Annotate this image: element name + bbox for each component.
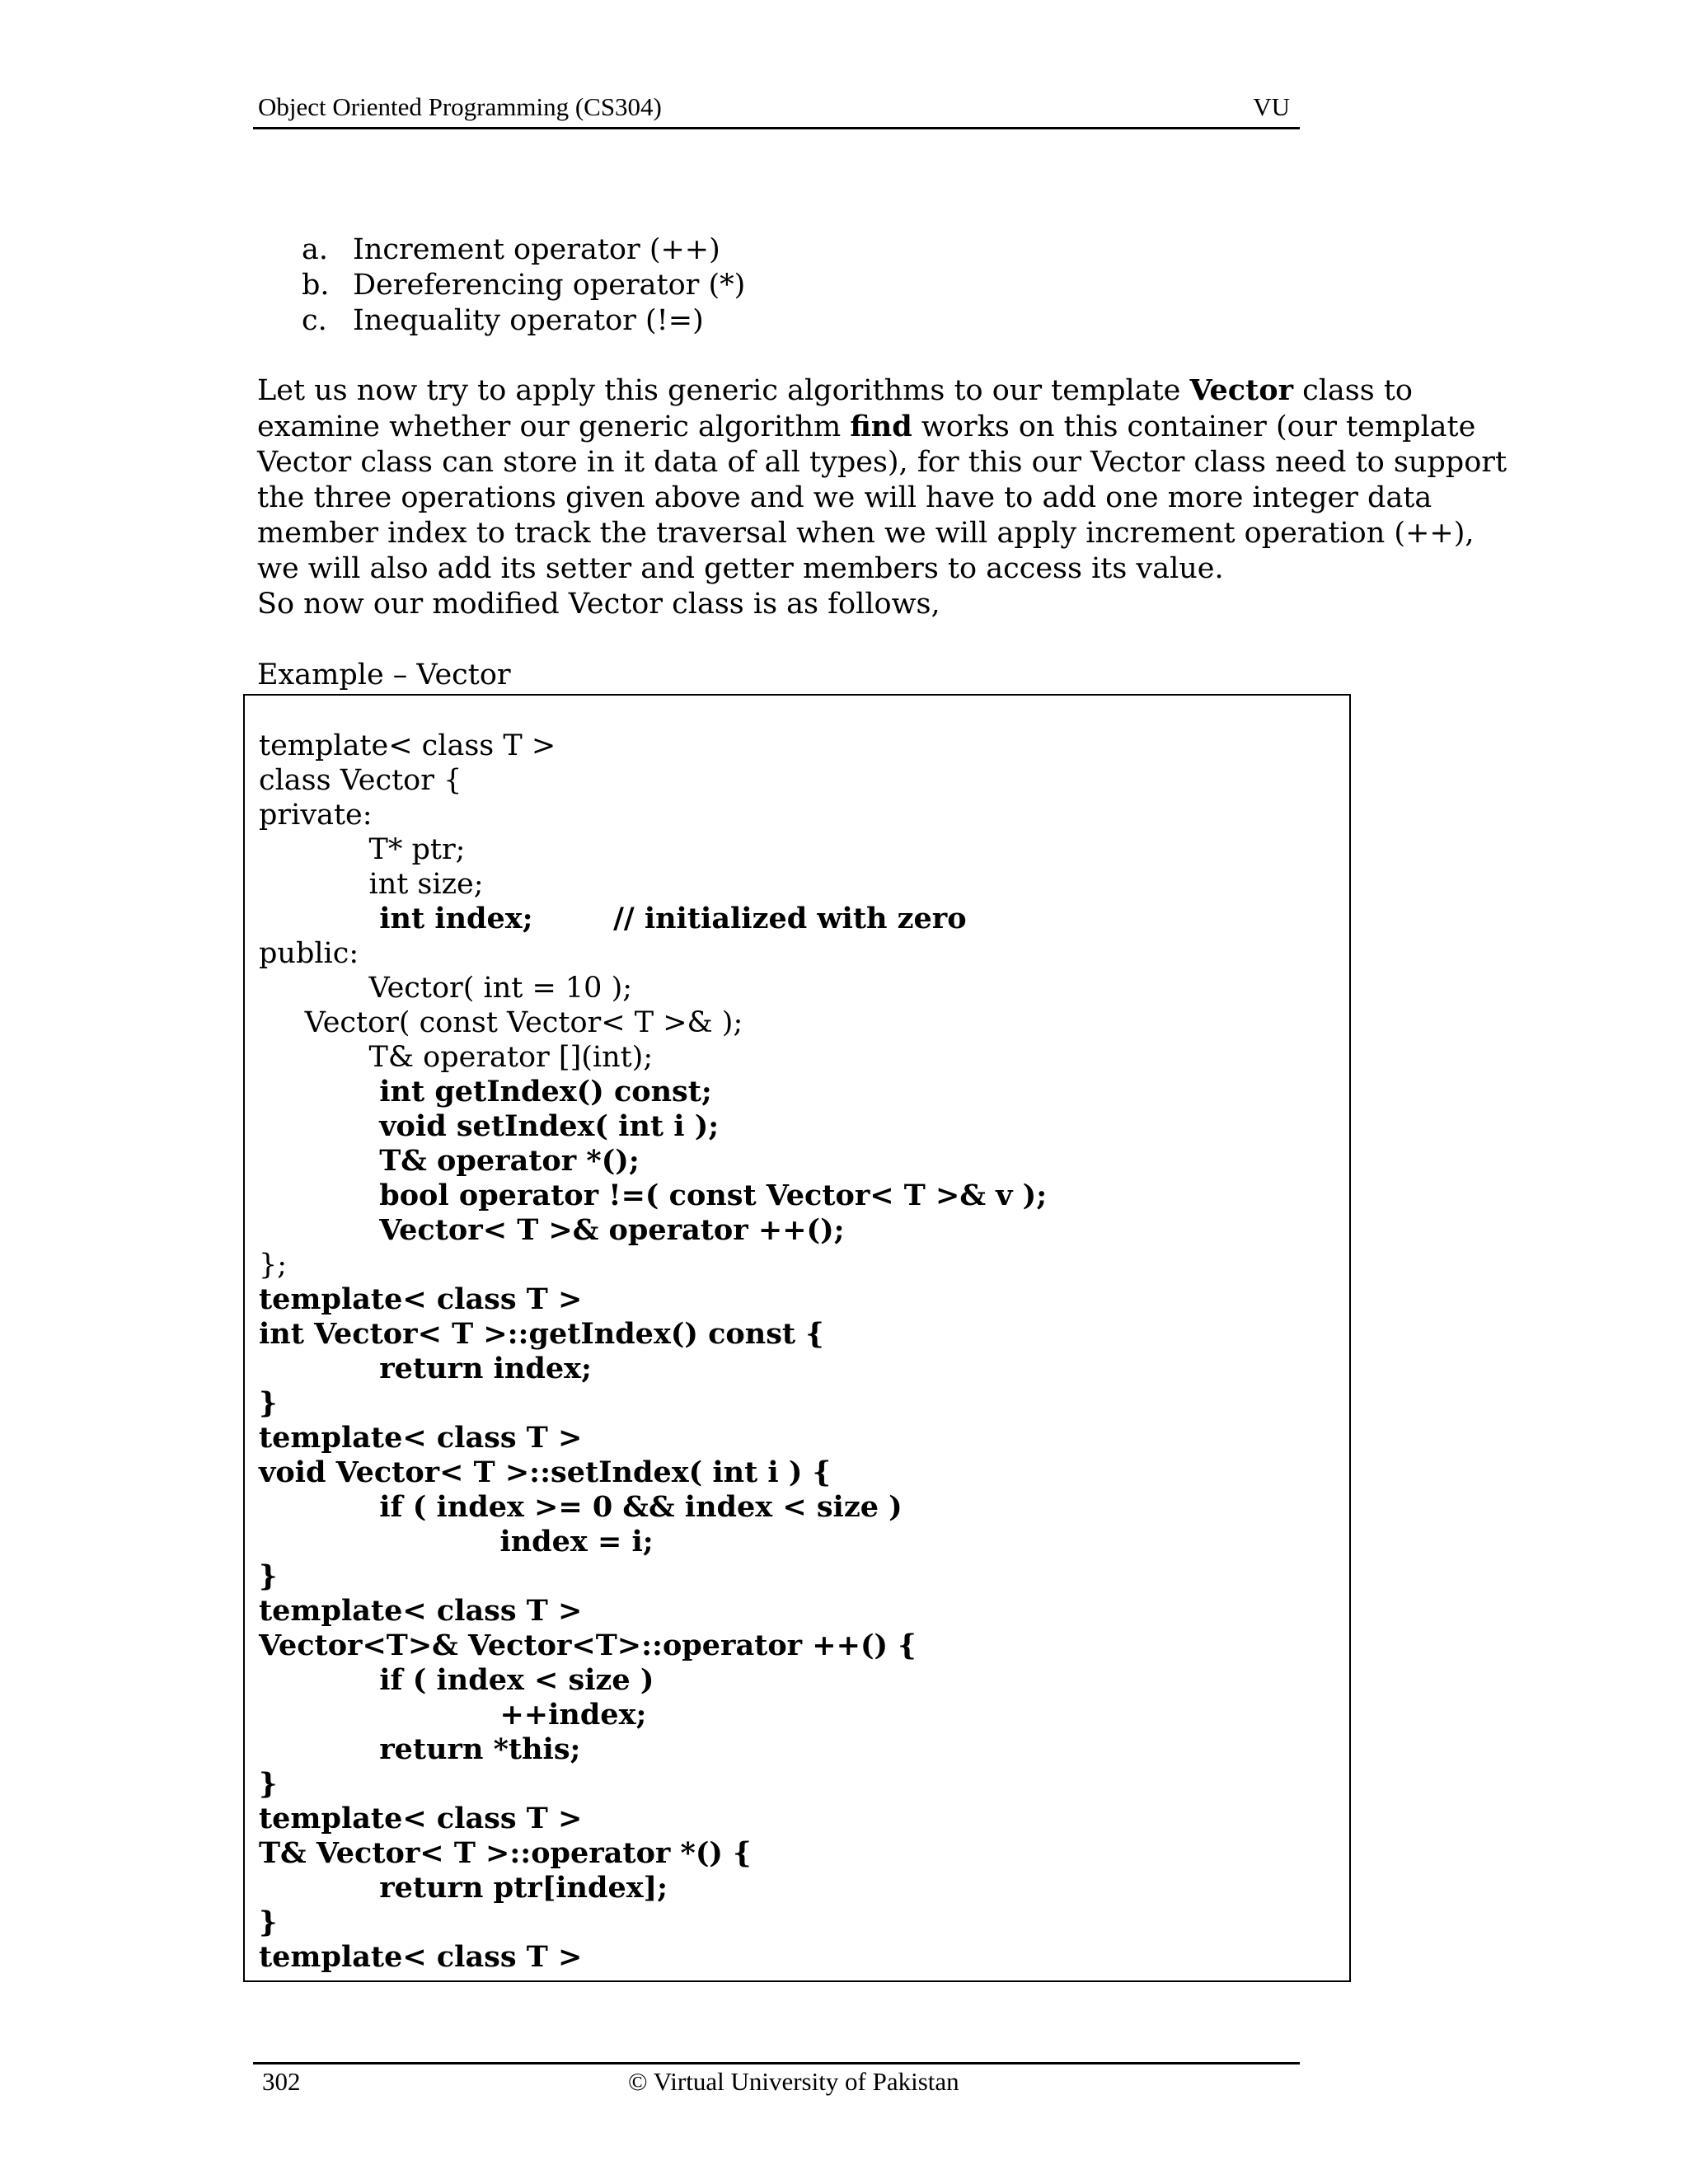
paragraph-line: we will also add its setter and getter members to access its value.: [257, 552, 1224, 585]
page-number: 302: [262, 2067, 301, 2096]
code-line: private:: [259, 799, 373, 832]
code-line: if ( index < size ): [259, 1663, 654, 1697]
code-line: template< class T >: [259, 1802, 583, 1835]
code-listing-box: [243, 694, 1351, 1982]
code-listing: [259, 729, 1047, 1975]
code-line: void setIndex( int i );: [259, 1109, 720, 1143]
code-line: class Vector {: [259, 764, 462, 797]
list-item-text: Inequality operator (!=): [353, 304, 704, 337]
code-line: int size;: [259, 868, 484, 901]
list-item-text: Increment operator (++): [353, 233, 720, 266]
operator-list: [302, 232, 745, 339]
paragraph-line: the three operations given above and we will have to add one more integer data: [257, 481, 1432, 514]
bold-term-vector: Vector: [1189, 373, 1294, 407]
list-item-text: Dereferencing operator (*): [353, 269, 746, 302]
list-marker: b.: [302, 269, 330, 302]
code-line: template< class T >: [259, 1282, 583, 1316]
code-line: Vector( const Vector< T >& );: [259, 1006, 743, 1039]
code-line: Vector< T >& operator ++();: [259, 1213, 845, 1247]
paragraph-line: examine whether our generic algorithm find works on this container (our template: [257, 410, 1476, 443]
course-title: Object Oriented Programming (CS304): [258, 92, 662, 121]
body-paragraph: [257, 373, 1507, 622]
list-item: [302, 303, 745, 339]
code-line: Vector<T>& Vector<T>::operator ++() {: [259, 1629, 917, 1662]
footer-rule: [253, 2062, 1300, 2064]
code-line: template< class T >: [259, 1594, 583, 1628]
code-line: T& Vector< T >::operator *() {: [259, 1836, 752, 1870]
paragraph-line: Let us now try to apply this generic algorithms to our template Vector class to: [257, 373, 1413, 407]
code-line: template< class T >: [259, 1421, 583, 1455]
page-header: [253, 89, 1300, 129]
code-line: return ptr[index];: [259, 1871, 668, 1905]
code-line: int Vector< T >::getIndex() const {: [259, 1317, 824, 1351]
code-line: }: [259, 1386, 278, 1420]
code-line: T& operator [](int);: [259, 1041, 654, 1074]
code-line: template< class T >: [259, 1940, 583, 1974]
example-label: Example – Vector: [257, 658, 511, 691]
code-line: T* ptr;: [259, 833, 466, 866]
code-line: template< class T >: [259, 729, 556, 762]
list-item: [302, 268, 745, 303]
code-line: };: [259, 1249, 288, 1282]
list-marker: c.: [302, 304, 327, 337]
paragraph-line: Vector class can store in it data of all types), for this our Vector class need to support: [257, 446, 1507, 479]
code-line: bool operator !=( const Vector< T >& v );: [259, 1179, 1048, 1212]
institution-abbrev: VU: [1253, 92, 1290, 121]
code-line: Vector( int = 10 );: [259, 972, 633, 1005]
code-line: }: [259, 1767, 278, 1801]
paragraph-line: So now our modified Vector class is as follows,: [257, 588, 940, 621]
code-line: int index; // initialized with zero: [259, 902, 967, 935]
code-line: void Vector< T >::setIndex( int i ) {: [259, 1455, 832, 1489]
paragraph-line: member index to track the traversal when we will apply increment operation (++),: [257, 517, 1475, 550]
code-line: }: [259, 1559, 278, 1593]
code-line: index = i;: [259, 1525, 654, 1558]
code-line: return *this;: [259, 1732, 581, 1766]
code-line: }: [259, 1905, 278, 1939]
code-line: ++index;: [259, 1698, 647, 1732]
bold-term-find: find: [850, 410, 912, 443]
copyright-notice: © Virtual University of Pakistan: [628, 2067, 959, 2096]
code-line: int getIndex() const;: [259, 1075, 712, 1108]
code-line: public:: [259, 937, 359, 970]
list-item: [302, 232, 745, 268]
code-line: return index;: [259, 1352, 592, 1385]
code-line: if ( index >= 0 && index < size ): [259, 1490, 903, 1524]
code-line: T& operator *();: [259, 1144, 640, 1178]
list-marker: a.: [302, 233, 328, 266]
